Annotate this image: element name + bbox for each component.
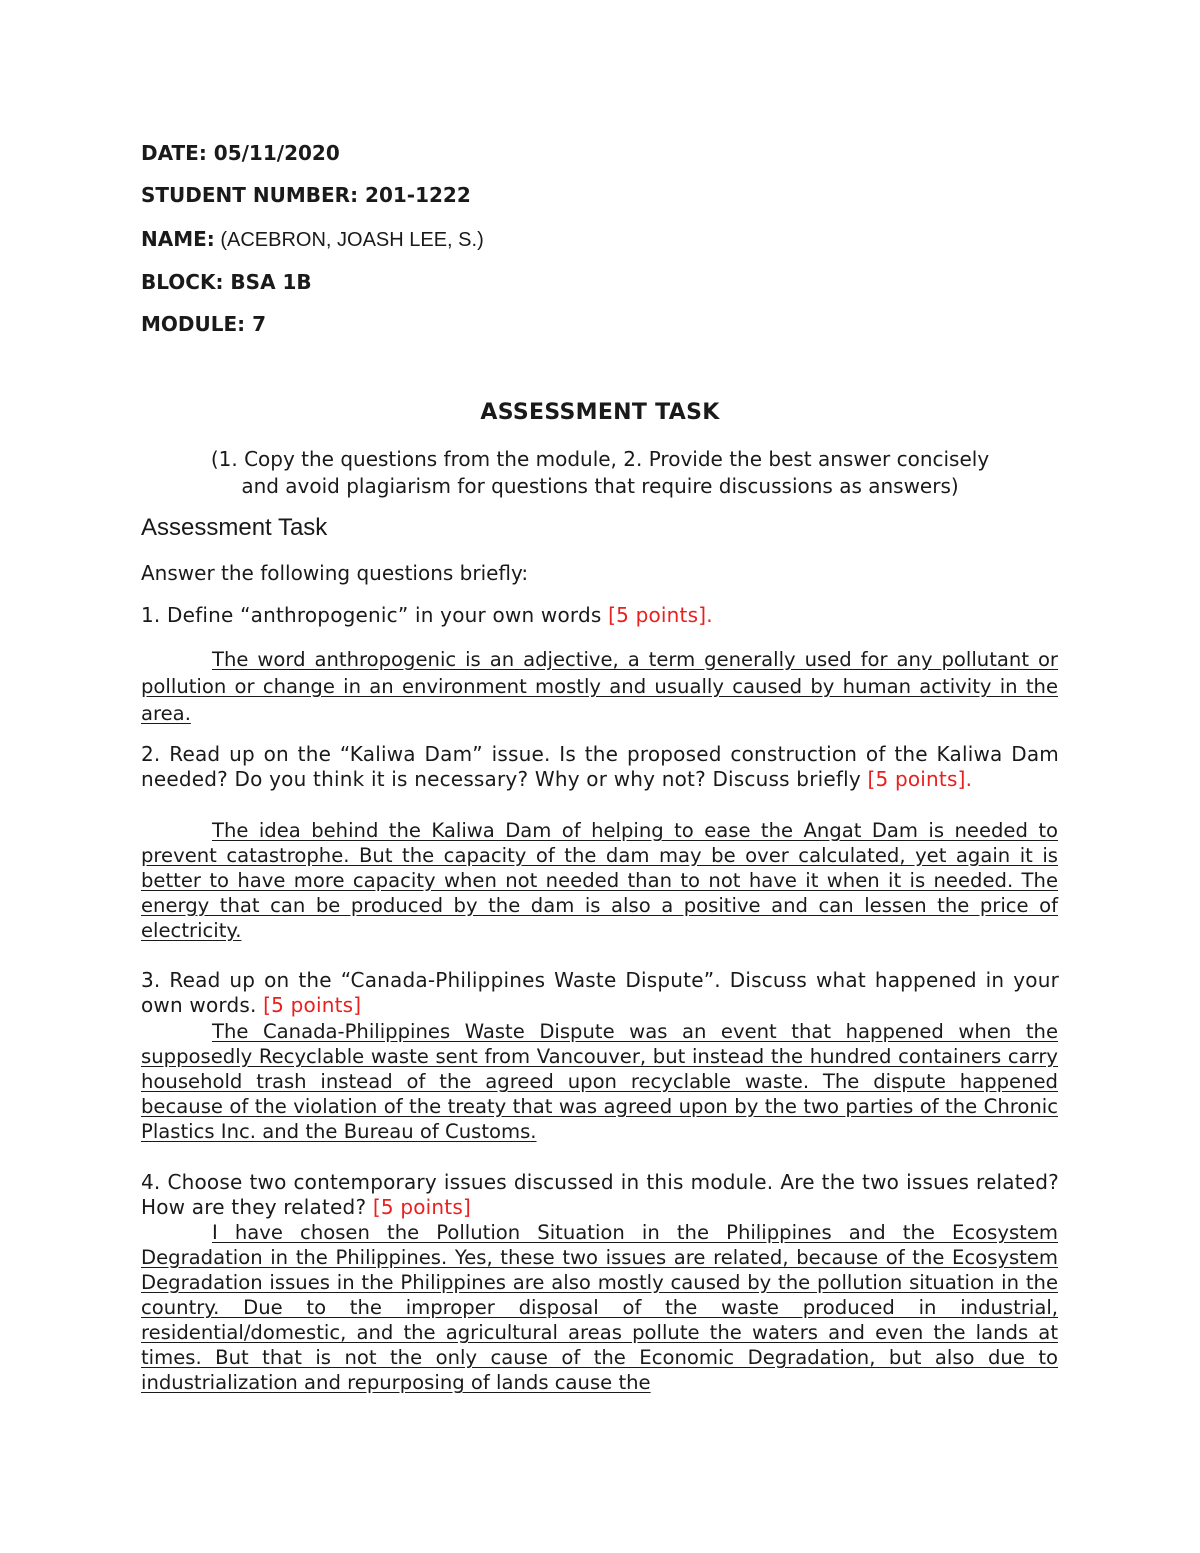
- question-2-text: 2. Read up on the “Kaliwa Dam” issue. Is the proposed construction of the Kaliwa Dam needed? Do you think it is necessary? Why or why not? Discuss briefly: [141, 742, 1059, 791]
- name-field: [141, 226, 484, 253]
- question-4-text: 4. Choose two contemporary issues discussed in this module. Are the two issues related? How are they related?: [141, 1170, 1059, 1219]
- question-1-points: [5 points].: [608, 603, 713, 627]
- question-4: [141, 1170, 1059, 1220]
- question-3: [141, 968, 1059, 1018]
- answer-3: The Canada-Philippines Waste Dispute was an event that happened when the supposedly Recyclable waste sent from Vancouver, but instead the hundred containers carry household trash instead of the agreed upon recyclable waste. The dispute happened because of the violation of the treaty that was agreed upon by the two parties of the Chronic Plastics Inc. and the Bureau of Customs.: [141, 1020, 1058, 1143]
- lead-text: Answer the following questions briefly:: [141, 561, 529, 585]
- answer-4: I have chosen the Pollution Situation in the Philippines and the Ecosystem Degradation in the Philippines. Yes, these two issues are related, because of the Ecosystem Degradation issues in the Philippines are also mostly caused by the pollution situation in the country. Due to the improper disposal of the waste produced in industrial, residential/domestic, and the agricultural areas pollute the waters and even the lands at times. But that is not the only cause of the Economic Degradation, but also due to industrialization and repurposing of lands cause the: [141, 1221, 1058, 1394]
- section-heading: Assessment Task: [141, 514, 328, 541]
- name-label: NAME:: [141, 227, 215, 251]
- block-field: BLOCK: BSA 1B: [141, 270, 312, 294]
- question-2-points: [5 points].: [867, 767, 973, 791]
- module-field: MODULE: 7: [141, 312, 267, 336]
- student-number-field: STUDENT NUMBER: 201-1222: [141, 183, 471, 207]
- name-value: (ACEBRON, JOASH LEE, S.): [214, 229, 484, 251]
- instructions-text: (1. Copy the questions from the module, 2. Provide the best answer concisely and avoid plagiarism for questions that require discussions as answers): [210, 447, 990, 498]
- question-2: [141, 742, 1059, 792]
- answer-2: The idea behind the Kaliwa Dam of helping to ease the Angat Dam is needed to prevent catastrophe. But the capacity of the dam may be over calculated, yet again it is better to have more capacity when not needed than to not have it when it is needed. The energy that can be produced by the dam is also a positive and can lessen the price of electricity.: [141, 819, 1058, 942]
- question-1: [141, 603, 1059, 628]
- question-1-text: 1. Define “anthropogenic” in your own words: [141, 603, 609, 627]
- question-3-text: 3. Read up on the “Canada-Philippines Waste Dispute”. Discuss what happened in your own words.: [141, 968, 1059, 1017]
- date-field: DATE: 05/11/2020: [141, 141, 340, 165]
- question-4-points: [5 points]: [372, 1195, 471, 1219]
- answer-1: The word anthropogenic is an adjective, a term generally used for any pollutant or pollution or change in an environment mostly and usually caused by human activity in the area.: [141, 648, 1058, 725]
- question-3-points: [5 points]: [263, 993, 362, 1017]
- page-title: ASSESSMENT TASK: [480, 400, 720, 425]
